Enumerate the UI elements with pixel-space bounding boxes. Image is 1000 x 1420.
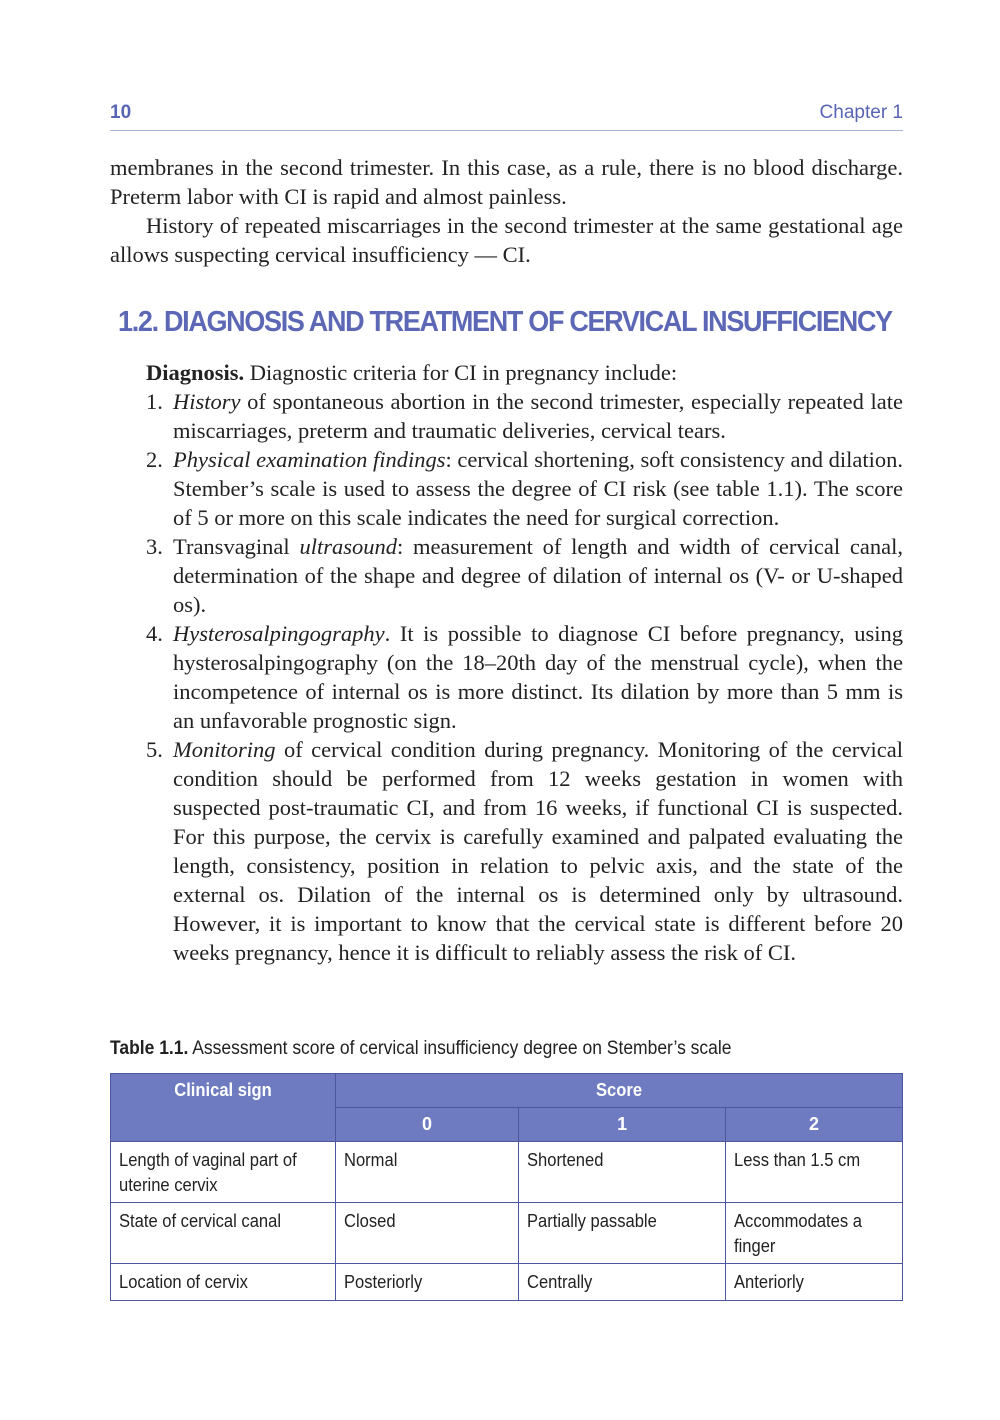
list-term: Monitoring [173,737,276,762]
list-number: 5. [146,737,163,762]
list-number: 1. [146,389,163,414]
table-cell: Location of cervix [111,1264,336,1301]
table-cell: Shortened [519,1142,726,1203]
list-pre: Transvaginal [173,534,300,559]
section-heading: 1.2. DIAGNOSIS AND TREATMENT OF CERVICAL INSUFFICIENCY [118,306,892,338]
intro-paragraph-1: membranes in the second trimester. In this case, as a rule, there is no blood discharge. Preterm labor with CI is rapid and almost painless. [110,155,903,209]
table-cell: Less than 1.5 cm [726,1142,903,1203]
list-number: 4. [146,621,163,646]
list-term: History [173,389,241,414]
table-cell: Posteriorly [335,1264,519,1301]
list-text: of cervical condition during pregnancy. Monitoring of the cervical condition should be performed from 12 weeks gestation in women with suspected post-traumatic CI, and from 16 weeks, if functional CI is suspected. For this purpose, the cervix is carefully examined and palpated evaluating the length, consistency, position in relation to pelvic axis, and the state of the external os. Dilation of the internal os is determined only by ultrasound. However, it is important to know that the cervical state is different before 20 weeks pregnancy, hence it is difficult to reliably assess the risk of CI. [173,737,903,965]
diagnosis-intro-text: Diagnostic criteria for CI in pregnancy include: [244,360,678,385]
list-item [110,619,903,735]
list-text: : cervical shortening, soft consistency and dilation. Stember’s scale is used to assess the degree of CI risk (see table 1.1). The score of 5 or more on this scale indicates the need for surgical correction. [173,447,903,530]
header-score-0: 0 [335,1108,519,1142]
list-term: Hysterosalpingography [173,621,385,646]
chapter-label: Chapter 1 [819,102,903,123]
list-text: : measurement of length and width of cervical canal, determination of the shape and degree of dilation of internal os (V- or U-shaped os). [173,534,903,617]
list-text: of spontaneous abortion in the second trimester, especially repeated late miscarriages, preterm and traumatic deliveries, cervical tears. [173,389,903,443]
table-row [111,1203,903,1264]
table-caption [110,1038,840,1060]
table-caption-label: Table 1.1. [110,1038,189,1059]
list-term: ultrasound [299,534,397,559]
table-cell: Closed [335,1203,519,1264]
table-cell: Centrally [519,1264,726,1301]
table-cell: Normal [335,1142,519,1203]
list-term: Physical examination findings [173,447,446,472]
diagnosis-label: Diagnosis. [146,360,245,385]
table-cell: State of cervical canal [111,1203,336,1264]
table-cell: Partially passable [519,1203,726,1264]
table-caption-text: Assessment score of cervical insufficiency degree on Stember’s scale [188,1038,732,1059]
table-header-row [111,1074,903,1108]
diagnosis-intro [146,358,906,387]
list-text: . It is possible to diagnose CI before pregnancy, using hysterosalpingography (on the 18–20th day of the menstrual cycle), when the incompetence of internal os is more distinct. Its dilation by more than 5 mm is an unfavorable prognostic sign. [173,621,903,733]
diagnostic-criteria-list [110,387,903,967]
list-number: 2. [146,447,163,472]
header-clinical-sign: Clinical sign [111,1074,336,1142]
page-number: 10 [110,102,132,123]
table-cell: Length of vaginal part of uterine cervix [111,1142,336,1203]
intro-paragraph-2: History of repeated miscarriages in the second trimester at the same gestational age allows suspecting cervical insufficiency — CI. [110,213,903,267]
table-cell: Accommodates a finger [726,1203,903,1264]
list-item [110,735,903,967]
list-item [110,532,903,619]
list-number: 3. [146,534,163,559]
header-score-2: 2 [726,1108,903,1142]
stember-scale-table [110,1073,903,1301]
running-header [110,100,903,131]
table-row [111,1142,903,1203]
list-item [110,445,903,532]
list-item [110,387,903,445]
header-score-1: 1 [519,1108,726,1142]
table-cell: Anteriorly [726,1264,903,1301]
table-row [111,1264,903,1301]
header-score: Score [335,1074,902,1108]
